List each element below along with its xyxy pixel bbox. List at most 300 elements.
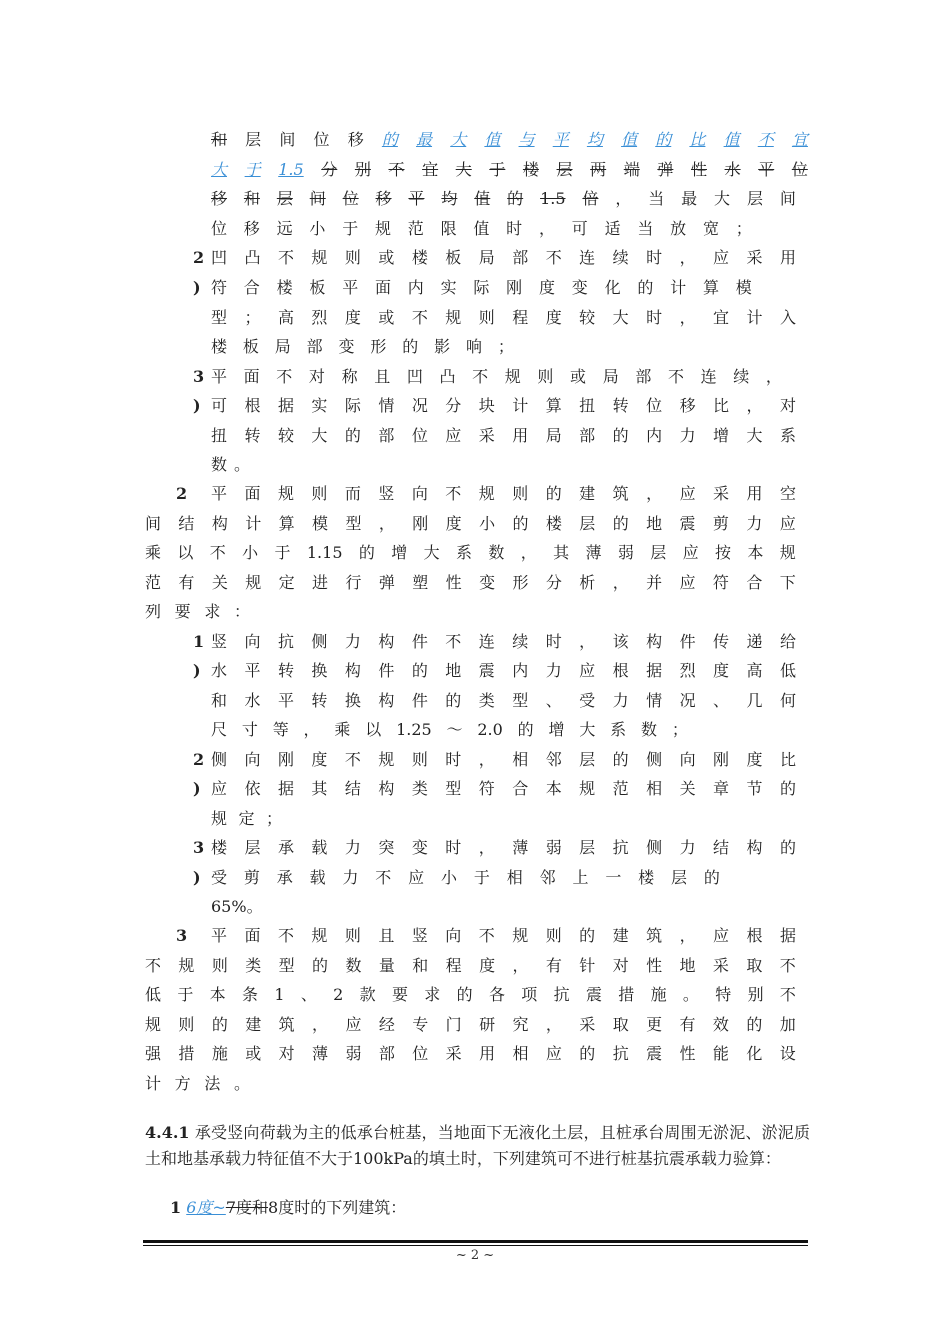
text-char: 的: [579, 1044, 596, 1063]
text-char: 转: [311, 691, 328, 710]
text-char: ，: [679, 926, 696, 945]
text-char: 相: [646, 779, 663, 798]
text-line: [211, 807, 282, 831]
text-char: 应: [679, 573, 696, 592]
text-char: 比: [713, 396, 730, 415]
text-char: 据: [646, 661, 663, 680]
text-char: 应: [445, 426, 462, 445]
text-char: 有: [178, 573, 195, 592]
text-char: 当: [648, 189, 665, 208]
text-char: 薄: [312, 1044, 329, 1063]
text-char: 远: [276, 219, 293, 238]
text-char: 高: [746, 661, 763, 680]
text-char: 实: [311, 396, 328, 415]
text-char: 不: [667, 367, 684, 386]
text-char: ，: [615, 189, 632, 208]
text-char: 间: [145, 514, 162, 533]
text-char: 则: [512, 484, 529, 503]
text-char: 换: [344, 691, 361, 710]
text-char: 力: [679, 838, 696, 857]
inserted-text: 6度~: [186, 1198, 226, 1217]
text-char: 度: [713, 661, 730, 680]
text-char: 规: [178, 956, 195, 975]
text-char: 板: [242, 337, 259, 356]
text-char: 。: [246, 897, 263, 916]
text-char: 相: [512, 750, 529, 769]
text-line: [211, 453, 250, 477]
text-char: 和: [412, 956, 429, 975]
text-char: 且: [378, 926, 395, 945]
text-char: 传: [713, 632, 730, 651]
text-char: 的: [358, 543, 375, 562]
text-char: 层: [579, 514, 596, 533]
text-char: 扭: [579, 396, 596, 415]
text-char: 不: [209, 543, 226, 562]
text-char: ，: [746, 396, 763, 415]
text-char: 应: [211, 779, 228, 798]
text-char: 于: [489, 160, 506, 179]
text-char: 计: [245, 514, 262, 533]
list-number: 3: [176, 926, 188, 945]
text-line: [211, 365, 782, 389]
text-char: 行: [345, 573, 362, 592]
text-char: 影: [434, 337, 451, 356]
text-char: 计: [512, 396, 529, 415]
text-char: 不: [779, 985, 796, 1004]
text-char: 并: [646, 573, 663, 592]
text-char: 规: [378, 750, 395, 769]
text-char: 震: [585, 985, 602, 1004]
text-char: 规: [445, 308, 462, 327]
text-char: 值: [621, 130, 638, 149]
text-char: 要: [391, 985, 408, 1004]
text-char: 凹: [211, 248, 228, 267]
text-char: 相: [512, 1044, 529, 1063]
text-char: 、: [713, 691, 730, 710]
text-char: 大: [423, 543, 440, 562]
text-char: 数: [345, 956, 362, 975]
text-char: 位: [791, 160, 808, 179]
text-char: 于: [244, 160, 261, 179]
text-line: [145, 1042, 796, 1066]
text-char: 性: [679, 1044, 696, 1063]
text-char: ，: [303, 720, 320, 739]
text-char: ：: [233, 602, 250, 621]
text-char: 层: [556, 160, 573, 179]
text-char: 或: [378, 308, 395, 327]
text-char: ，: [478, 838, 495, 857]
text-char: 竖: [211, 632, 228, 651]
text-char: 不: [276, 367, 293, 386]
text-line: [211, 895, 263, 919]
text-char: 方: [174, 1074, 191, 1093]
text-char: 则: [537, 367, 554, 386]
text-char: 符: [712, 573, 729, 592]
text-char: 连: [579, 248, 596, 267]
text-char: 其: [553, 543, 570, 562]
text-char: 则: [411, 750, 428, 769]
text-char: 时: [506, 219, 523, 238]
text-char: 不: [779, 956, 796, 975]
text-char: 采: [712, 956, 729, 975]
text-char: 平: [211, 367, 228, 386]
text-char: 小: [309, 219, 326, 238]
text-line: [145, 512, 796, 536]
text-char: 1: [274, 985, 285, 1004]
clause-paragraph: [145, 1120, 810, 1172]
text-char: 部: [512, 248, 529, 267]
text-char: 给: [779, 632, 796, 651]
text-char: 不: [445, 632, 462, 651]
text-char: 力: [344, 838, 361, 857]
text-char: 类: [245, 956, 262, 975]
text-char: 小: [242, 543, 259, 562]
text-char: 际: [473, 278, 490, 297]
text-char: 的: [402, 337, 419, 356]
text-char: 层: [579, 750, 596, 769]
item-text: 8度时的下列建筑：: [268, 1198, 407, 1217]
text-char: 关: [679, 779, 696, 798]
text-char: 大: [450, 130, 467, 149]
text-char: 比: [779, 750, 796, 769]
text-char: 地: [646, 514, 663, 533]
text-char: ；: [497, 337, 514, 356]
text-char: 措: [178, 1044, 195, 1063]
text-char: 转: [277, 661, 294, 680]
text-char: 剪: [712, 514, 729, 533]
text-char: 的: [655, 130, 672, 149]
text-char: 移: [347, 130, 364, 149]
text-char: 层: [276, 189, 293, 208]
text-char: 形: [512, 573, 529, 592]
text-char: 的: [612, 750, 629, 769]
text-char: ，: [765, 367, 782, 386]
text-char: 条: [241, 985, 258, 1004]
text-char: 大: [579, 720, 596, 739]
text-char: 抗: [612, 838, 629, 857]
text-char: 何: [779, 691, 796, 710]
text-char: 部: [579, 426, 596, 445]
text-char: 层: [579, 838, 596, 857]
text-line: [145, 600, 250, 624]
text-char: 性: [646, 956, 663, 975]
text-char: 型: [278, 956, 295, 975]
text-char: ；: [735, 219, 752, 238]
text-char: 和: [211, 691, 228, 710]
text-char: 抗: [553, 985, 570, 1004]
text-char: 面: [243, 367, 260, 386]
text-line: [145, 983, 796, 1007]
text-char: 力: [679, 426, 696, 445]
list-number: ): [193, 868, 201, 887]
text-char: 平: [758, 160, 775, 179]
text-char: 宜: [713, 308, 730, 327]
text-char: 换: [311, 661, 328, 680]
text-char: 承: [277, 838, 294, 857]
text-char: 结: [178, 514, 195, 533]
text-char: 倍: [582, 189, 599, 208]
text-char: 项: [521, 985, 538, 1004]
text-char: 水: [724, 160, 741, 179]
text-line: [211, 246, 796, 270]
text-char: ；: [671, 720, 688, 739]
text-char: 据: [277, 396, 294, 415]
text-char: 寸: [241, 720, 258, 739]
text-char: 层: [245, 130, 262, 149]
text-char: 度: [746, 750, 763, 769]
text-char: 载: [309, 868, 326, 887]
text-char: 位: [411, 426, 428, 445]
text-char: 连: [700, 367, 717, 386]
text-char: 不: [545, 248, 562, 267]
text-char: 专: [412, 1015, 429, 1034]
text-char: 的: [612, 514, 629, 533]
text-char: 面: [244, 484, 261, 503]
text-char: ；: [244, 308, 261, 327]
text-char: 局: [478, 248, 495, 267]
text-char: 增: [548, 720, 565, 739]
text-line: [145, 1072, 250, 1096]
text-char: 不: [478, 926, 495, 945]
text-char: 况: [679, 691, 696, 710]
text-char: 合: [243, 278, 260, 297]
text-char: 时: [646, 308, 663, 327]
text-char: 度: [344, 308, 361, 327]
text-char: ，: [538, 219, 555, 238]
text-char: 数: [641, 720, 658, 739]
text-char: 规: [779, 543, 796, 562]
text-char: 较: [277, 426, 294, 445]
text-char: 弹: [378, 573, 395, 592]
text-char: 移: [679, 396, 696, 415]
text-char: 较: [579, 308, 596, 327]
text-char: 范: [145, 573, 162, 592]
text-char: 的: [779, 838, 796, 857]
text-char: 弹: [657, 160, 674, 179]
text-char: 度: [479, 956, 496, 975]
text-char: 性: [445, 573, 462, 592]
text-char: 应: [713, 248, 730, 267]
text-char: 的: [211, 1015, 228, 1034]
text-char: 建: [612, 926, 629, 945]
text-char: 能: [712, 1044, 729, 1063]
text-char: 间: [279, 130, 296, 149]
text-char: ，: [512, 956, 529, 975]
text-char: 侧: [211, 750, 228, 769]
text-char: 别: [354, 160, 371, 179]
text-char: 分: [321, 160, 338, 179]
text-char: 宜: [422, 160, 439, 179]
text-char: 该: [612, 632, 629, 651]
item-number: 1: [170, 1198, 182, 1217]
text-char: 析: [579, 573, 596, 592]
text-char: 增: [713, 426, 730, 445]
text-char: 抗: [277, 632, 294, 651]
text-char: 可: [211, 396, 228, 415]
text-char: 移: [243, 219, 260, 238]
text-char: 设: [779, 1044, 796, 1063]
text-char: 类: [478, 691, 495, 710]
text-char: 款: [359, 985, 376, 1004]
text-char: 合: [746, 573, 763, 592]
text-char: 板: [445, 248, 462, 267]
text-char: 邻: [539, 868, 556, 887]
text-char: 筑: [612, 484, 629, 503]
text-char: 按: [714, 543, 731, 562]
text-char: 力: [612, 691, 629, 710]
text-char: ，: [378, 514, 395, 533]
text-char: 连: [478, 632, 495, 651]
text-char: 弱: [617, 543, 634, 562]
text-line: [211, 718, 688, 742]
text-char: 则: [311, 484, 328, 503]
text-char: ～: [446, 720, 463, 739]
text-char: 的: [512, 514, 529, 533]
text-char: 规: [374, 219, 391, 238]
text-char: 1.5: [278, 160, 304, 179]
text-char: 时: [445, 838, 462, 857]
text-char: 转: [244, 426, 261, 445]
text-char: 则: [344, 248, 361, 267]
page-number: ~ 2 ~: [455, 1248, 495, 1263]
text-char: 范: [407, 219, 424, 238]
text-char: 刚: [412, 514, 429, 533]
text-char: 应: [779, 514, 796, 533]
text-char: 范: [612, 779, 629, 798]
text-char: 型: [445, 779, 462, 798]
text-char: 下: [779, 573, 796, 592]
text-char: 有: [545, 956, 562, 975]
text-char: 形: [370, 337, 387, 356]
text-line: [211, 659, 796, 683]
text-char: 构: [378, 691, 395, 710]
text-char: 续: [612, 248, 629, 267]
text-char: 其: [311, 779, 328, 798]
text-char: 算: [702, 278, 719, 297]
text-char: 的: [312, 956, 329, 975]
text-char: 系: [455, 543, 472, 562]
text-char: 或: [570, 367, 587, 386]
text-char: ，: [545, 1015, 562, 1034]
text-char: 不: [445, 484, 462, 503]
text-char: 力: [545, 661, 562, 680]
text-char: 取: [746, 956, 763, 975]
text-char: 可: [571, 219, 588, 238]
text-char: 对: [779, 396, 796, 415]
text-char: 震: [646, 1044, 663, 1063]
text-line: [145, 1013, 796, 1037]
text-char: 的: [746, 1015, 763, 1034]
text-char: 合: [512, 779, 529, 798]
text-char: 最: [416, 130, 433, 149]
text-char: 楼: [522, 160, 539, 179]
text-char: 薄: [585, 543, 602, 562]
text-char: 结: [344, 779, 361, 798]
list-number: ): [193, 779, 201, 798]
text-char: 究: [512, 1015, 529, 1034]
text-char: 烈: [311, 308, 328, 327]
text-char: 续: [733, 367, 750, 386]
text-char: 值: [474, 189, 491, 208]
text-char: 应: [682, 543, 699, 562]
text-char: 规: [311, 248, 328, 267]
text-char: 建: [245, 1015, 262, 1034]
text-line: [211, 394, 796, 418]
text-char: 部: [378, 426, 395, 445]
text-char: 应: [345, 1015, 362, 1034]
text-char: 与: [518, 130, 535, 149]
text-char: 和: [211, 130, 228, 149]
text-char: ，: [679, 308, 696, 327]
text-char: ，: [612, 573, 629, 592]
text-char: 不: [277, 926, 294, 945]
text-char: 楼: [638, 868, 655, 887]
text-char: 凹: [406, 367, 423, 386]
text-char: 位: [646, 396, 663, 415]
text-char: 尺: [211, 720, 228, 739]
text-char: 据: [779, 926, 796, 945]
text-char: 移: [211, 189, 228, 208]
text-char: 移: [375, 189, 392, 208]
text-char: 门: [445, 1015, 462, 1034]
text-char: 化: [746, 1044, 763, 1063]
text-char: 最: [681, 189, 698, 208]
text-char: 值: [723, 130, 740, 149]
text-char: 1.25: [396, 720, 432, 739]
text-char: 件: [378, 661, 395, 680]
text-char: 构: [378, 632, 395, 651]
text-char: 烈: [679, 661, 696, 680]
text-char: 几: [746, 691, 763, 710]
text-char: 据: [277, 779, 294, 798]
text-char: 刚: [277, 750, 294, 769]
text-char: 部: [306, 337, 323, 356]
text-char: 大: [455, 160, 472, 179]
text-char: 采: [478, 426, 495, 445]
text-char: 研: [479, 1015, 496, 1034]
text-char: 不: [145, 956, 162, 975]
text-char: ，: [579, 632, 596, 651]
text-char: 比: [689, 130, 706, 149]
text-line: [211, 866, 720, 890]
text-char: 间: [309, 189, 326, 208]
text-char: 部: [378, 1044, 395, 1063]
text-char: 模: [735, 278, 752, 297]
text-char: 力: [342, 868, 359, 887]
text-char: 实: [440, 278, 457, 297]
text-char: 板: [309, 278, 326, 297]
text-line: [211, 424, 796, 448]
text-char: 平: [408, 189, 425, 208]
text-char: 筑: [646, 926, 663, 945]
footer-rule-thick: [143, 1240, 808, 1243]
text-char: 章: [713, 779, 730, 798]
text-char: 端: [623, 160, 640, 179]
text-char: 系: [779, 426, 796, 445]
text-char: 不: [757, 130, 774, 149]
text-char: 位: [412, 1044, 429, 1063]
text-char: 65%: [211, 897, 247, 916]
text-char: 变: [479, 573, 496, 592]
text-char: 竖: [411, 926, 428, 945]
text-char: 应: [579, 661, 596, 680]
text-char: 数: [488, 543, 505, 562]
text-char: 均: [441, 189, 458, 208]
text-char: 规: [245, 573, 262, 592]
text-char: 值: [484, 130, 501, 149]
text-char: 平: [244, 661, 261, 680]
text-char: 时: [545, 632, 562, 651]
